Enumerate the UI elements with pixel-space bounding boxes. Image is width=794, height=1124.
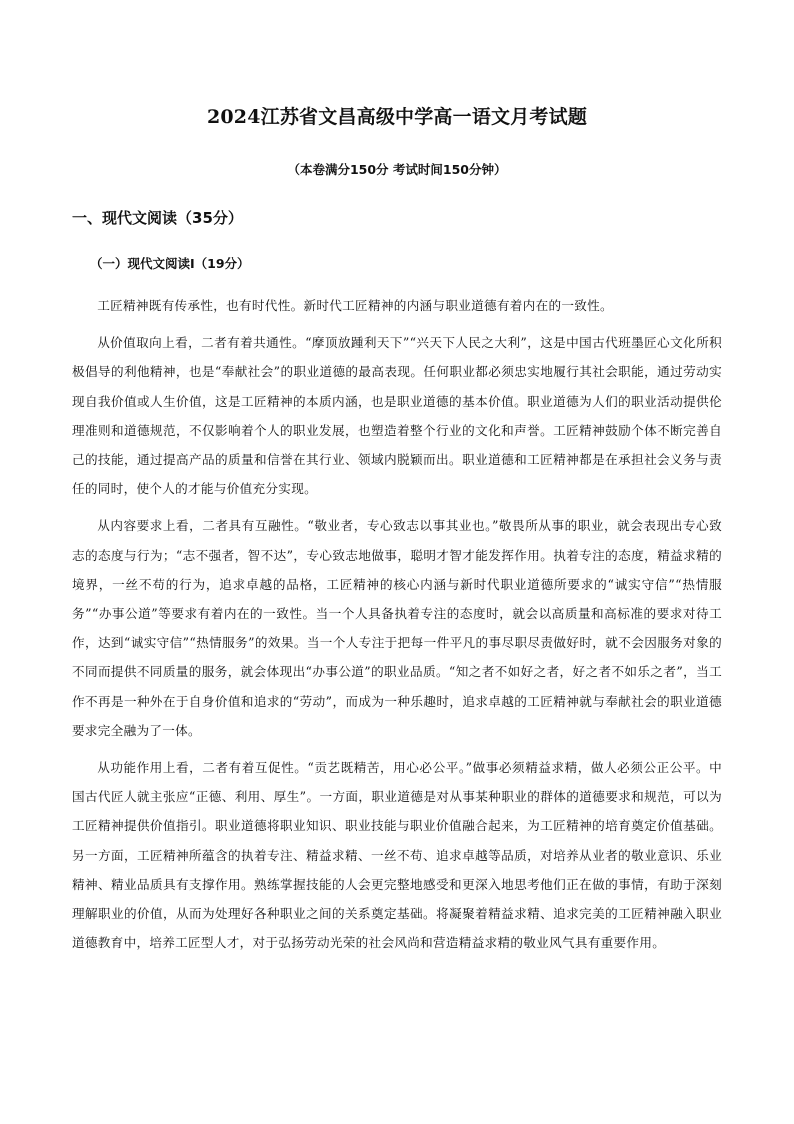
reading-passage bbox=[72, 291, 722, 957]
passage-paragraph-2: 从价值取向上看，二者有着共通性。“摩顶放踵利天下”“兴天下人民之大利”，这是中国古代班墨匠心文化所积极倡导的利他精神，也是“奉献社会”的职业道德的最高表现。任何职业都必须忠实地履行其社会职能，通过劳动实现自我价值或人生价值，这是工匠精神的本质内涵，也是职业道德的基本价值。职业道德为人们的职业活动提供伦理准则和道德规范，不仅影响着个人的职业发展，也塑造着整个行业的文化和声誉。工匠精神鼓励个体不断完善自己的技能，通过提高产品的质量和信誉在其行业、领域内脱颖而出。职业道德和工匠精神都是在承担社会义务与责任的同时，使个人的才能与价值充分实现。 bbox=[72, 335, 722, 497]
exam-subtitle: （本卷满分150分 考试时间150分钟） bbox=[287, 162, 507, 177]
passage-paragraph-3: 从内容要求上看，二者具有互融性。“敬业者，专心致志以事其业也。”敬畏所从事的职业，就会表现出专心致志的态度与行为；“志不强者，智不达”，专心致志地做事，聪明才智才能发挥作用。执着专注的态度，精益求精的境界，一丝不苟的行为，追求卓越的品格，工匠精神的核心内涵与新时代职业道德所要求的“诚实守信”“热情服务”“办事公道”等要求有着内在的一致性。当一个人具备执着专注的态度时，就会以高质量和高标准的要求对待工作，达到“诚实守信”“热情服务”的效果。当一个人专注于把每一件平凡的事尽职尽责做好时，就不会因服务对象的不同而提供不同质量的服务，就会体现出“办事公道”的职业品质。“知之者不如好之者，好之者不如乐之者”，当工作不再是一种外在于自身价值和追求的“劳动”，而成为一种乐趣时，追求卓越的工匠精神就与奉献社会的职业道德要求完全融为了一体。 bbox=[72, 518, 722, 738]
exam-title: 2024江苏省文昌高级中学高一语文月考试题 bbox=[206, 106, 588, 128]
section-heading: 一、现代文阅读（35分） bbox=[72, 209, 243, 227]
passage-paragraph-1: 工匠精神既有传承性，也有时代性。新时代工匠精神的内涵与职业道德有着内在的一致性。 bbox=[97, 298, 613, 313]
subsection-heading: （一）现代文阅读I（19分） bbox=[90, 256, 250, 271]
passage-paragraph-4: 从功能作用上看，二者有着互促性。“贡艺既精苦，用心必公平。”做事必须精益求精，做人必须公正公平。中国古代匠人就主张应“正德、利用、厚生”。一方面，职业道德是对从事某种职业的群体的道德要求和规范，可以为工匠精神提供价值指引。职业道德将职业知识、职业技能与职业价值融合起来，为工匠精神的培育奠定价值基础。另一方面，工匠精神所蕴含的执着专注、精益求精、一丝不苟、追求卓越等品质，对培养从业者的敬业意识、乐业精神、精业品质具有支撑作用。熟练掌握技能的人会更完整地感受和更深入地思考他们正在做的事情，有助于深刻理解职业的价值，从而为处理好各种职业之间的关系奠定基础。将凝聚着精益求精、追求完美的工匠精神融入职业道德教育中，培养工匠型人才，对于弘扬劳动光荣的社会风尚和营造精益求精的敬业风气具有重要作用。 bbox=[72, 760, 722, 951]
